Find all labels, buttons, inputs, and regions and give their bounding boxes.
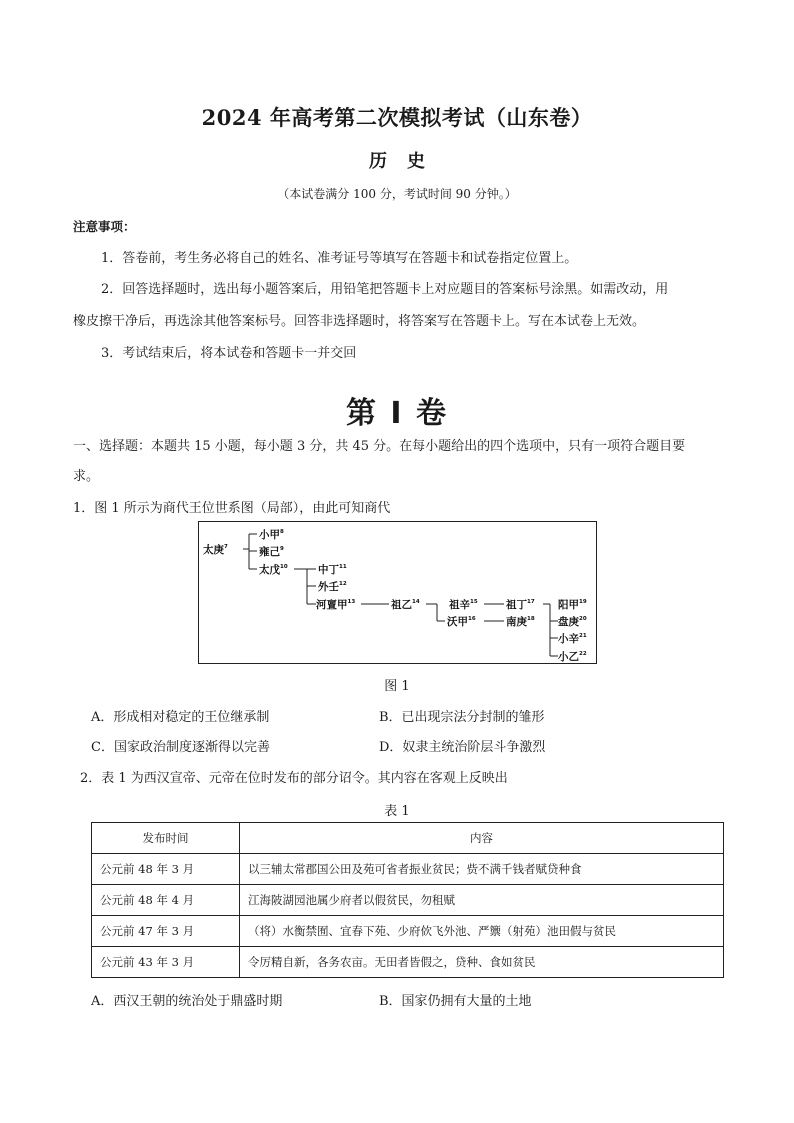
instruction-2-cont: 橡皮擦干净后，再选涂其他答案标号。回答非选择题时，将答案写在答题卡上。写在本试卷上无效。 <box>73 314 646 329</box>
table-row <box>92 854 724 885</box>
q1-option-d[interactable]: D．奴隶主统治阶层斗争激烈 <box>379 740 546 755</box>
king-zuding: 祖丁$^{17}$ <box>506 599 535 611</box>
q1-option-a[interactable]: A．形成相对稳定的王位继承制 <box>91 710 270 725</box>
lineage-lines <box>243 534 558 656</box>
king-zuxin: 祖辛$^{15}$ <box>449 599 478 611</box>
king-zhongding: 中丁$^{11}$ <box>318 564 347 576</box>
lineage-chart <box>199 522 598 665</box>
row-content: （将）水衡禁囿、宜春下苑、少府佽飞外池、严籞（射苑）池田假与贫民 <box>240 916 724 947</box>
q1-option-b[interactable]: B．已出现宗法分封制的雏形 <box>379 710 545 725</box>
attention-heading: 注意事项： <box>73 219 136 234</box>
king-pangeng: 盘庚$^{20}$ <box>558 616 587 628</box>
instruction-1: 1．答卷前，考生务必将自己的姓名、准考证号等填写在答题卡和试卷指定位置上。 <box>101 251 578 266</box>
king-taigeng: 太庚$^7$ <box>203 544 228 556</box>
instruction-3: 3．考试结束后，将本试卷和答题卡一并交回 <box>101 346 357 361</box>
king-xiaojia: 小甲$^8$ <box>259 529 284 541</box>
question-1-stem: 1．图 1 所示为商代王位世系图（局部），由此可知商代 <box>73 501 391 516</box>
subject-char-2: 史 <box>407 151 425 172</box>
row-content: 以三辅太常郡国公田及苑可省者振业贫民；赀不满千钱者赋贷种食 <box>240 854 724 885</box>
table-caption: 表 1 <box>384 804 410 819</box>
q2-option-b[interactable]: B．国家仍拥有大量的土地 <box>379 994 532 1009</box>
king-nangeng: 南庚$^{18}$ <box>506 616 535 628</box>
shang-lineage-diagram <box>198 521 597 664</box>
row-date: 公元前 47 年 3 月 <box>92 916 240 947</box>
q1-option-c[interactable]: C．国家政治制度逐渐得以完善 <box>91 740 270 755</box>
exam-title: 2024 年高考第二次模拟考试（山东卷） <box>201 105 593 130</box>
figure-caption: 图 1 <box>384 679 410 694</box>
section-heading: 第 I 卷 <box>345 396 449 431</box>
row-content: 江海陂湖园池属少府者以假贫民，勿租赋 <box>240 885 724 916</box>
table-row <box>92 916 724 947</box>
table-row <box>92 947 724 978</box>
king-yongji: 雍己$^9$ <box>259 546 284 558</box>
king-yangjia: 阳甲$^{19}$ <box>558 599 587 611</box>
table-row <box>92 885 724 916</box>
header-date: 发布时间 <box>92 823 240 854</box>
q2-option-a[interactable]: A．西汉王朝的统治处于鼎盛时期 <box>91 994 283 1009</box>
subject-heading <box>0 147 794 173</box>
king-taiwu: 太戊$^{10}$ <box>259 564 288 576</box>
king-waiping: 外壬$^{12}$ <box>318 581 347 593</box>
king-xiaoxin: 小辛$^{21}$ <box>558 633 587 645</box>
table-header-row <box>92 823 724 854</box>
instruction-2: 2．回答选择题时，选出每小题答案后，用铅笔把答题卡上对应题目的答案标号涂黑。如需改动，用 <box>101 282 669 297</box>
row-date: 公元前 43 年 3 月 <box>92 947 240 978</box>
exam-note: （本试卷满分 100 分，考试时间 90 分钟。） <box>277 187 517 201</box>
king-hedanjia: 河亶甲$^{13}$ <box>316 599 356 611</box>
section-intro: 一、选择题：本题共 15 小题，每小题 3 分，共 45 分。在每小题给出的四个选项中，只有一项符合题目要 <box>73 439 686 454</box>
row-content: 令厉精自新，各务农亩。无田者皆假之，贷种、食如贫民 <box>240 947 724 978</box>
king-wojia: 沃甲$^{16}$ <box>447 616 476 628</box>
edict-table <box>91 822 724 978</box>
question-2-stem: 2．表 1 为西汉宣帝、元帝在位时发布的部分诏令。其内容在客观上反映出 <box>80 771 508 786</box>
subject-char-1: 历 <box>369 151 387 172</box>
king-xiaoyi: 小乙$^{22}$ <box>558 651 587 663</box>
header-content: 内容 <box>240 823 724 854</box>
row-date: 公元前 48 年 3 月 <box>92 854 240 885</box>
section-intro-cont: 求。 <box>73 469 100 484</box>
king-zuyi: 祖乙$^{14}$ <box>391 599 420 611</box>
row-date: 公元前 48 年 4 月 <box>92 885 240 916</box>
